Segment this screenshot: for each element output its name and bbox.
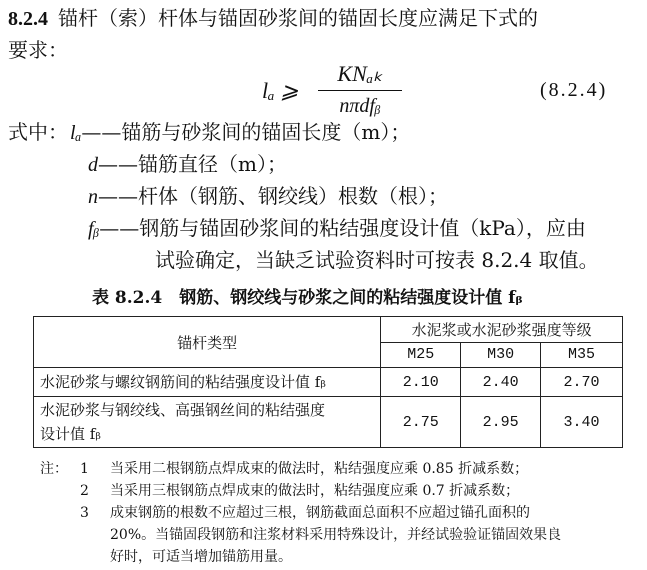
definition-symbol: lₐ xyxy=(70,122,82,144)
formula-fraction xyxy=(318,60,402,119)
value-cell: 2.75 xyxy=(381,397,461,448)
notes-prefix: 注： xyxy=(40,461,68,477)
value-cell: 2.10 xyxy=(381,368,461,397)
section-heading xyxy=(8,2,538,35)
header-grade: 水泥浆或水泥砂浆强度等级 xyxy=(381,317,623,343)
value-cell: 3.40 xyxy=(541,397,623,448)
header-anchor-type: 锚杆类型 xyxy=(34,317,381,368)
formula-numerator: KNₐₖ xyxy=(337,61,383,86)
value-cell: 2.70 xyxy=(541,368,623,397)
definition-item xyxy=(70,116,410,149)
row-label xyxy=(34,397,381,448)
row-label-line1: 水泥砂浆与钢绞线、高强钢丝间的粘结强度 xyxy=(40,401,326,419)
note-text: 好时，可适当增加锚筋用量。 xyxy=(110,549,292,565)
table-row xyxy=(34,368,623,397)
definition-text: ——锚筋与砂浆间的锚固长度（m）； xyxy=(81,120,411,144)
note-number: 2 xyxy=(80,483,89,499)
row-label-line2: 设计值 fᵦ xyxy=(40,425,101,443)
section-heading-line2: 要求： xyxy=(8,38,68,62)
definition-item xyxy=(88,212,586,245)
value-cell: 2.95 xyxy=(461,397,541,448)
note-text: 当采用三根钢筋点焊成束的做法时，粘结强度应乘 0.7 折减系数； xyxy=(110,483,520,499)
formula-lhs: lₐ ⩾ xyxy=(262,78,299,103)
note-text: 成束钢筋的根数不应超过三根，钢筋截面总面积不应超过锚孔面积的 xyxy=(110,505,530,521)
value-cell: 2.40 xyxy=(461,368,541,397)
bond-strength-table xyxy=(33,316,623,448)
table-row xyxy=(34,397,623,448)
definition-intro: 式中： xyxy=(8,120,68,144)
section-heading-line1: 锚杆（索）杆体与锚固砂浆间的锚固长度应满足下式的 xyxy=(58,6,538,30)
definition-item xyxy=(88,180,448,213)
note-number: 1 xyxy=(80,461,89,477)
definition-symbol: n xyxy=(88,186,98,208)
definition-item xyxy=(88,148,287,181)
fraction-bar xyxy=(318,90,402,91)
table-title: 表 8.2.4 钢筋、钢绞线与砂浆之间的粘结强度设计值 fᵦ xyxy=(92,288,523,308)
section-number: 8.2.4 xyxy=(8,8,48,30)
note-text: 20%。当锚固段钢筋和注浆材料采用特殊设计，并经试验验证锚固效果良 xyxy=(110,527,562,543)
note-number: 3 xyxy=(80,505,89,521)
definition-text: ——钢筋与锚固砂浆间的粘结强度设计值（kPa），应由 xyxy=(99,216,586,240)
grade-cell: M30 xyxy=(461,342,541,368)
note-text: 当采用二根钢筋点焊成束的做法时，粘结强度应乘 0.85 折减系数； xyxy=(110,461,529,477)
equation-number: (8.2.4) xyxy=(540,79,608,101)
definition-symbol: fᵦ xyxy=(88,218,100,240)
formula-denominator: nπdfᵦ xyxy=(339,95,381,117)
definition-text: ——锚筋直径（m）； xyxy=(98,152,287,176)
definition-symbol: d xyxy=(88,154,98,176)
grade-cell: M25 xyxy=(381,342,461,368)
definition-text: ——杆体（钢筋、钢绞线）根数（根）； xyxy=(98,184,448,208)
table-header-row xyxy=(34,317,623,343)
definition-continuation: 试验确定，当缺乏试验资料时可按表 8.2.4 取值。 xyxy=(155,248,599,272)
table-notes xyxy=(40,458,630,568)
grade-cell: M35 xyxy=(541,342,623,368)
row-label: 水泥砂浆与螺纹钢筋间的粘结强度设计值 fᵦ xyxy=(34,368,381,397)
